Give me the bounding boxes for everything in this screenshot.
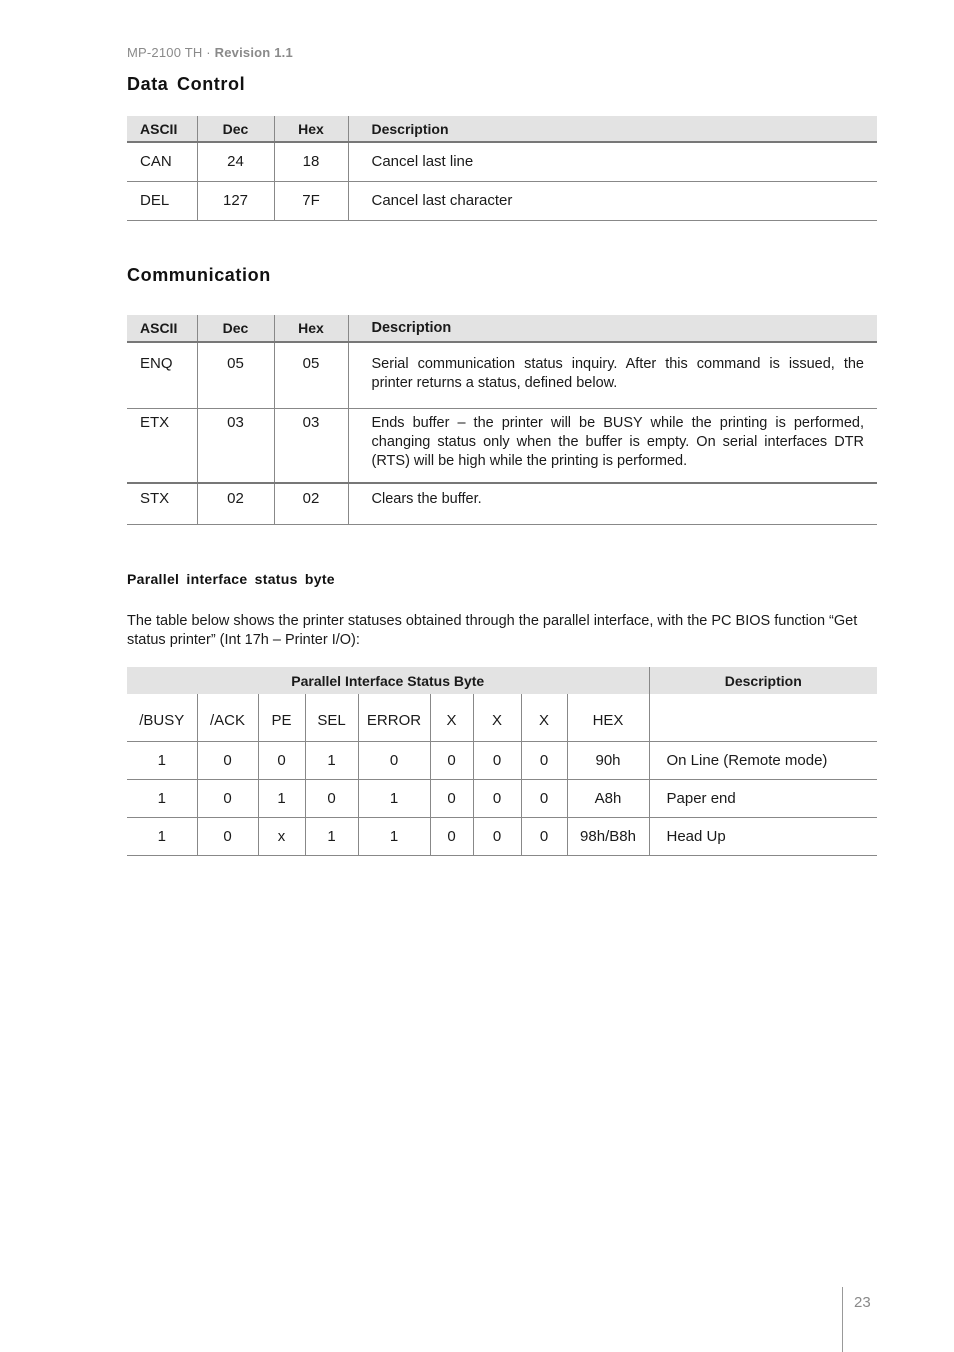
bit-cell: 0: [473, 741, 521, 779]
page-number: 23: [854, 1294, 871, 1311]
description-cell: Paper end: [649, 779, 877, 817]
description-cell: Serial communication status inquiry. After this command is issued, the printer returns a status, defined below.: [348, 342, 877, 408]
table-row: [127, 342, 877, 408]
description-cell: Ends buffer – the printer will be BUSY while the printing is performed, changing status only when the buffer is empty. On serial interfaces DTR (RTS) will be high while the printing is performed.: [348, 408, 877, 483]
communication-title: Communication: [127, 265, 271, 285]
hex-cell: 05: [274, 342, 348, 408]
column-header: Hex: [274, 116, 348, 142]
bit-cell: 1: [127, 779, 197, 817]
ascii-cell: DEL: [127, 181, 197, 220]
bit-cell: 0: [430, 741, 473, 779]
bit-cell: 1: [127, 741, 197, 779]
product-name: MP-2100 TH: [127, 45, 203, 60]
bit-cell: 0: [197, 741, 258, 779]
bit-cell: 0: [521, 741, 567, 779]
bit-column-label: PE: [258, 694, 305, 741]
column-header: Dec: [197, 315, 274, 342]
hex-cell: 02: [274, 483, 348, 524]
description-cell: Cancel last line: [348, 142, 877, 181]
column-header: Hex: [274, 315, 348, 342]
table-row: [127, 779, 877, 817]
table-row: [127, 483, 877, 524]
description-cell: On Line (Remote mode): [649, 741, 877, 779]
ascii-cell: ETX: [127, 408, 197, 483]
hex-cell: 18: [274, 142, 348, 181]
dec-cell: 03: [197, 408, 274, 483]
description-cell: Clears the buffer.: [348, 483, 877, 524]
hex-cell: A8h: [567, 779, 649, 817]
bit-column-label: /BUSY: [127, 694, 197, 741]
bit-cell: 0: [197, 779, 258, 817]
bit-cell: 0: [305, 779, 358, 817]
parallel-status-title: Parallel interface status byte: [127, 571, 335, 587]
hex-cell: 03: [274, 408, 348, 483]
bit-cell: 1: [358, 779, 430, 817]
bit-cell: 1: [358, 817, 430, 855]
ascii-cell: CAN: [127, 142, 197, 181]
header-separator: ·: [202, 45, 215, 60]
table-row: [127, 142, 877, 181]
bit-column-label: ERROR: [358, 694, 430, 741]
empty-description-cell: [649, 694, 877, 741]
bit-header-row: [127, 694, 877, 741]
ascii-cell: STX: [127, 483, 197, 524]
bit-cell: 0: [473, 779, 521, 817]
bit-cell: 0: [258, 741, 305, 779]
bit-cell: 1: [127, 817, 197, 855]
dec-cell: 02: [197, 483, 274, 524]
ascii-cell: ENQ: [127, 342, 197, 408]
bit-column-label: X: [521, 694, 567, 741]
bit-cell: 1: [305, 741, 358, 779]
bit-cell: 1: [305, 817, 358, 855]
parallel-status-intro: The table below shows the printer statuses obtained through the parallel interface, with the PC BIOS function “Get status printer” (Int 17h – Printer I/O):: [127, 613, 858, 648]
table-header-row: [127, 667, 877, 694]
table-row: [127, 408, 877, 483]
bit-column-label: /ACK: [197, 694, 258, 741]
bit-cell: 0: [473, 817, 521, 855]
table-row: [127, 741, 877, 779]
column-header: ASCII: [127, 315, 197, 342]
bit-column-label: X: [473, 694, 521, 741]
dec-cell: 127: [197, 181, 274, 220]
dec-cell: 24: [197, 142, 274, 181]
column-header: Dec: [197, 116, 274, 142]
table-row: [127, 817, 877, 855]
table-header-row: [127, 116, 877, 142]
status-byte-group-header: Parallel Interface Status Byte: [127, 667, 649, 694]
bit-cell: 0: [430, 779, 473, 817]
description-cell: Cancel last character: [348, 181, 877, 220]
table-header-row: [127, 315, 877, 342]
bit-cell: 0: [358, 741, 430, 779]
revision-label: Revision 1.1: [214, 45, 293, 60]
running-header: [127, 45, 293, 60]
bit-column-label: SEL: [305, 694, 358, 741]
bit-cell: 1: [258, 779, 305, 817]
hex-cell: 7F: [274, 181, 348, 220]
bit-column-label: X: [430, 694, 473, 741]
parallel-status-table: [127, 667, 877, 856]
bit-cell: x: [258, 817, 305, 855]
page-number-divider: [842, 1287, 843, 1352]
column-header: ASCII: [127, 116, 197, 142]
table-row: [127, 181, 877, 220]
column-header: Description: [348, 116, 877, 142]
column-header: Description: [348, 315, 877, 342]
description-header: Description: [649, 667, 877, 694]
communication-table: [127, 315, 877, 525]
data-control-table: [127, 116, 877, 221]
data-control-title: Data Control: [127, 74, 246, 94]
dec-cell: 05: [197, 342, 274, 408]
bit-cell: 0: [521, 779, 567, 817]
bit-cell: 0: [197, 817, 258, 855]
hex-cell: 90h: [567, 741, 649, 779]
hex-cell: 98h/B8h: [567, 817, 649, 855]
description-cell: Head Up: [649, 817, 877, 855]
bit-cell: 0: [430, 817, 473, 855]
bit-column-label: HEX: [567, 694, 649, 741]
bit-cell: 0: [521, 817, 567, 855]
